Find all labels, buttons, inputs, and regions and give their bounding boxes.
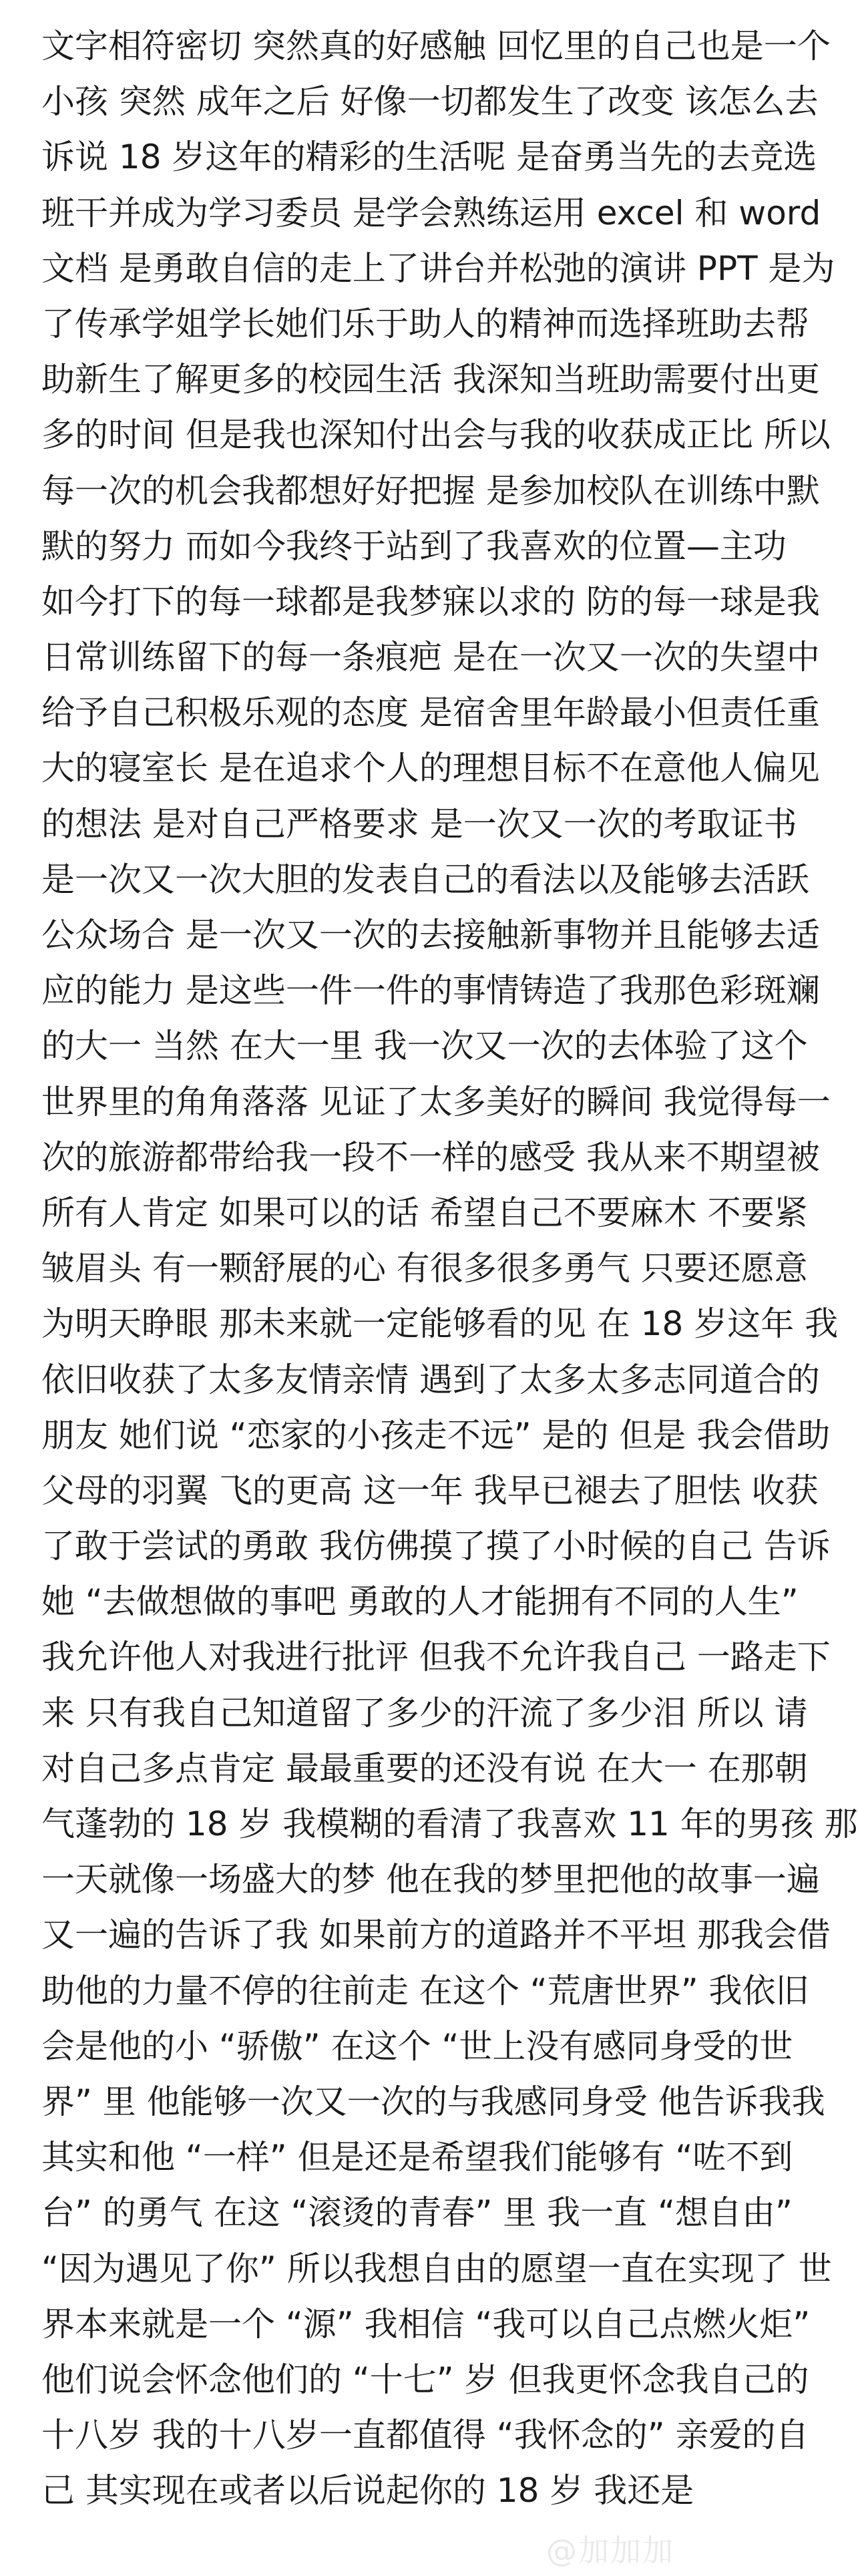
text-line: 又一遍的告诉了我 如果前方的道路并不平坦 那我会借 bbox=[41, 1915, 831, 1955]
text-line: 会是他的小 “骄傲” 在这个 “世上没有感同身受的世 bbox=[41, 2026, 793, 2066]
text-line: 气蓬勃的 18 岁 我模糊的看清了我喜欢 11 年的男孩 那 bbox=[41, 1805, 858, 1843]
text-line: 大的寝室长 是在追求个人的理想目标不在意他人偏见 bbox=[41, 749, 820, 788]
text-line: 所有人肯定 如果可以的话 希望自己不要麻木 不要紧 bbox=[41, 1193, 808, 1232]
text-line: 世界里的角角落落 见证了太多美好的瞬间 我觉得每一 bbox=[41, 1082, 831, 1121]
text-line: 为明天睁眼 那未来就一定能够看的见 在 18 岁这年 我 bbox=[41, 1304, 839, 1344]
watermark: @加加加 bbox=[546, 2533, 674, 2569]
text-line: 依旧收获了太多友情亲情 遇到了太多太多志同道合的 bbox=[41, 1360, 820, 1399]
text-line: “因为遇见了你” 所以我想自由的愿望一直在实现了 世 bbox=[41, 2249, 832, 2288]
text-line: 了传承学姐学长她们乐于助人的精神而选择班助去帮 bbox=[41, 304, 809, 343]
text-line: 是一次又一次大胆的发表自己的看法以及能够去活跃 bbox=[41, 860, 809, 899]
text-line: 的大一 当然 在大一里 我一次又一次的去体验了这个 bbox=[41, 1027, 808, 1066]
text-line: 她 “去做想做的事吧 勇敢的人才能拥有不同的人生” bbox=[41, 1582, 799, 1622]
text-line: 皱眉头 有一颗舒展的心 有很多很多勇气 只要还愿意 bbox=[41, 1249, 808, 1288]
text-line: 一天就像一场盛大的梦 他在我的梦里把他的故事一遍 bbox=[41, 1860, 820, 1899]
text-line: 日常训练留下的每一条痕疤 是在一次又一次的失望中 bbox=[41, 638, 820, 677]
text-line: 给予自己积极乐观的态度 是宿舍里年龄最小但责任重 bbox=[41, 693, 820, 733]
text-line: 助他的力量不停的往前走 在这个 “荒唐世界” 我依旧 bbox=[41, 1971, 809, 2010]
text-line: 每一次的机会我都想好好把握 是参加校队在训练中默 bbox=[41, 471, 820, 510]
text-line: 界” 里 他能够一次又一次的与我感同身受 他告诉我我 bbox=[41, 2082, 825, 2121]
text-line: 文档 是勇敢自信的走上了讲台并松弛的演讲 PPT 是为 bbox=[41, 248, 835, 288]
text-line: 班干并成为学习委员 是学会熟练运用 excel 和 word bbox=[41, 193, 821, 232]
text-line: 多的时间 但是我也深知付出会与我的收获成正比 所以 bbox=[41, 415, 831, 455]
text-line: 十八岁 我的十八岁一直都值得 “我怀念的” 亲爱的自 bbox=[41, 2416, 809, 2455]
essay-text bbox=[41, 19, 858, 2519]
text-line: 界本来就是一个 “源” 我相信 “我可以自己点燃火炬” bbox=[41, 2304, 811, 2344]
text-line: 己 其实现在或者以后说起你的 18 岁 我还是 bbox=[41, 2471, 694, 2511]
text-line: 其实和他 “一样” 但是还是希望我们能够有 “咗不到 bbox=[41, 2138, 793, 2177]
text-line: 他们说会怀念他们的 “十七” 岁 但我更怀念我自己的 bbox=[41, 2360, 809, 2399]
text-line: 助新生了解更多的校园生活 我深知当班助需要付出更 bbox=[41, 360, 820, 399]
text-line: 了敢于尝试的勇敢 我仿佛摸了摸了小时候的自己 告诉 bbox=[41, 1527, 831, 1566]
text-line: 公众场合 是一次又一次的去接触新事物并且能够去适 bbox=[41, 916, 820, 954]
text-line: 来 只有我自己知道留了多少的汗流了多少泪 所以 请 bbox=[41, 1693, 808, 1732]
text-line: 我允许他人对我进行批评 但我不允许我自己 一路走下 bbox=[41, 1638, 831, 1677]
text-line: 次的旅游都带给我一段不一样的感受 我从来不期望被 bbox=[41, 1137, 820, 1177]
text-line: 的想法 是对自己严格要求 是一次又一次的考取证书 bbox=[41, 804, 797, 844]
text-line: 诉说 18 岁这年的精彩的生活呢 是奋勇当先的去竞选 bbox=[41, 138, 817, 177]
text-line: 文字相符密切 突然真的好感触 回忆里的自己也是一个 bbox=[41, 27, 831, 65]
text-line: 如今打下的每一球都是我梦寐以求的 防的每一球是我 bbox=[41, 582, 820, 621]
text-line: 默的努力 而如今我终于站到了我喜欢的位置—主功 bbox=[41, 526, 787, 566]
text-line: 小孩 突然 成年之后 好像一切都发生了改变 该怎么去 bbox=[41, 82, 819, 122]
text-line: 台” 的勇气 在这 “滚烫的青春” 里 我一直 “想自由” bbox=[41, 2193, 793, 2233]
text-line: 父母的羽翼 飞的更高 这一年 我早已褪去了胆怯 收获 bbox=[41, 1471, 819, 1510]
text-line: 应的能力 是这些一件一件的事情铸造了我那色彩斑斓 bbox=[41, 971, 820, 1010]
text-line: 朋友 她们说 “恋家的小孩走不远” 是的 但是 我会借助 bbox=[41, 1415, 831, 1455]
text-line: 对自己多点肯定 最最重要的还没有说 在大一 在那朝 bbox=[41, 1749, 808, 1788]
